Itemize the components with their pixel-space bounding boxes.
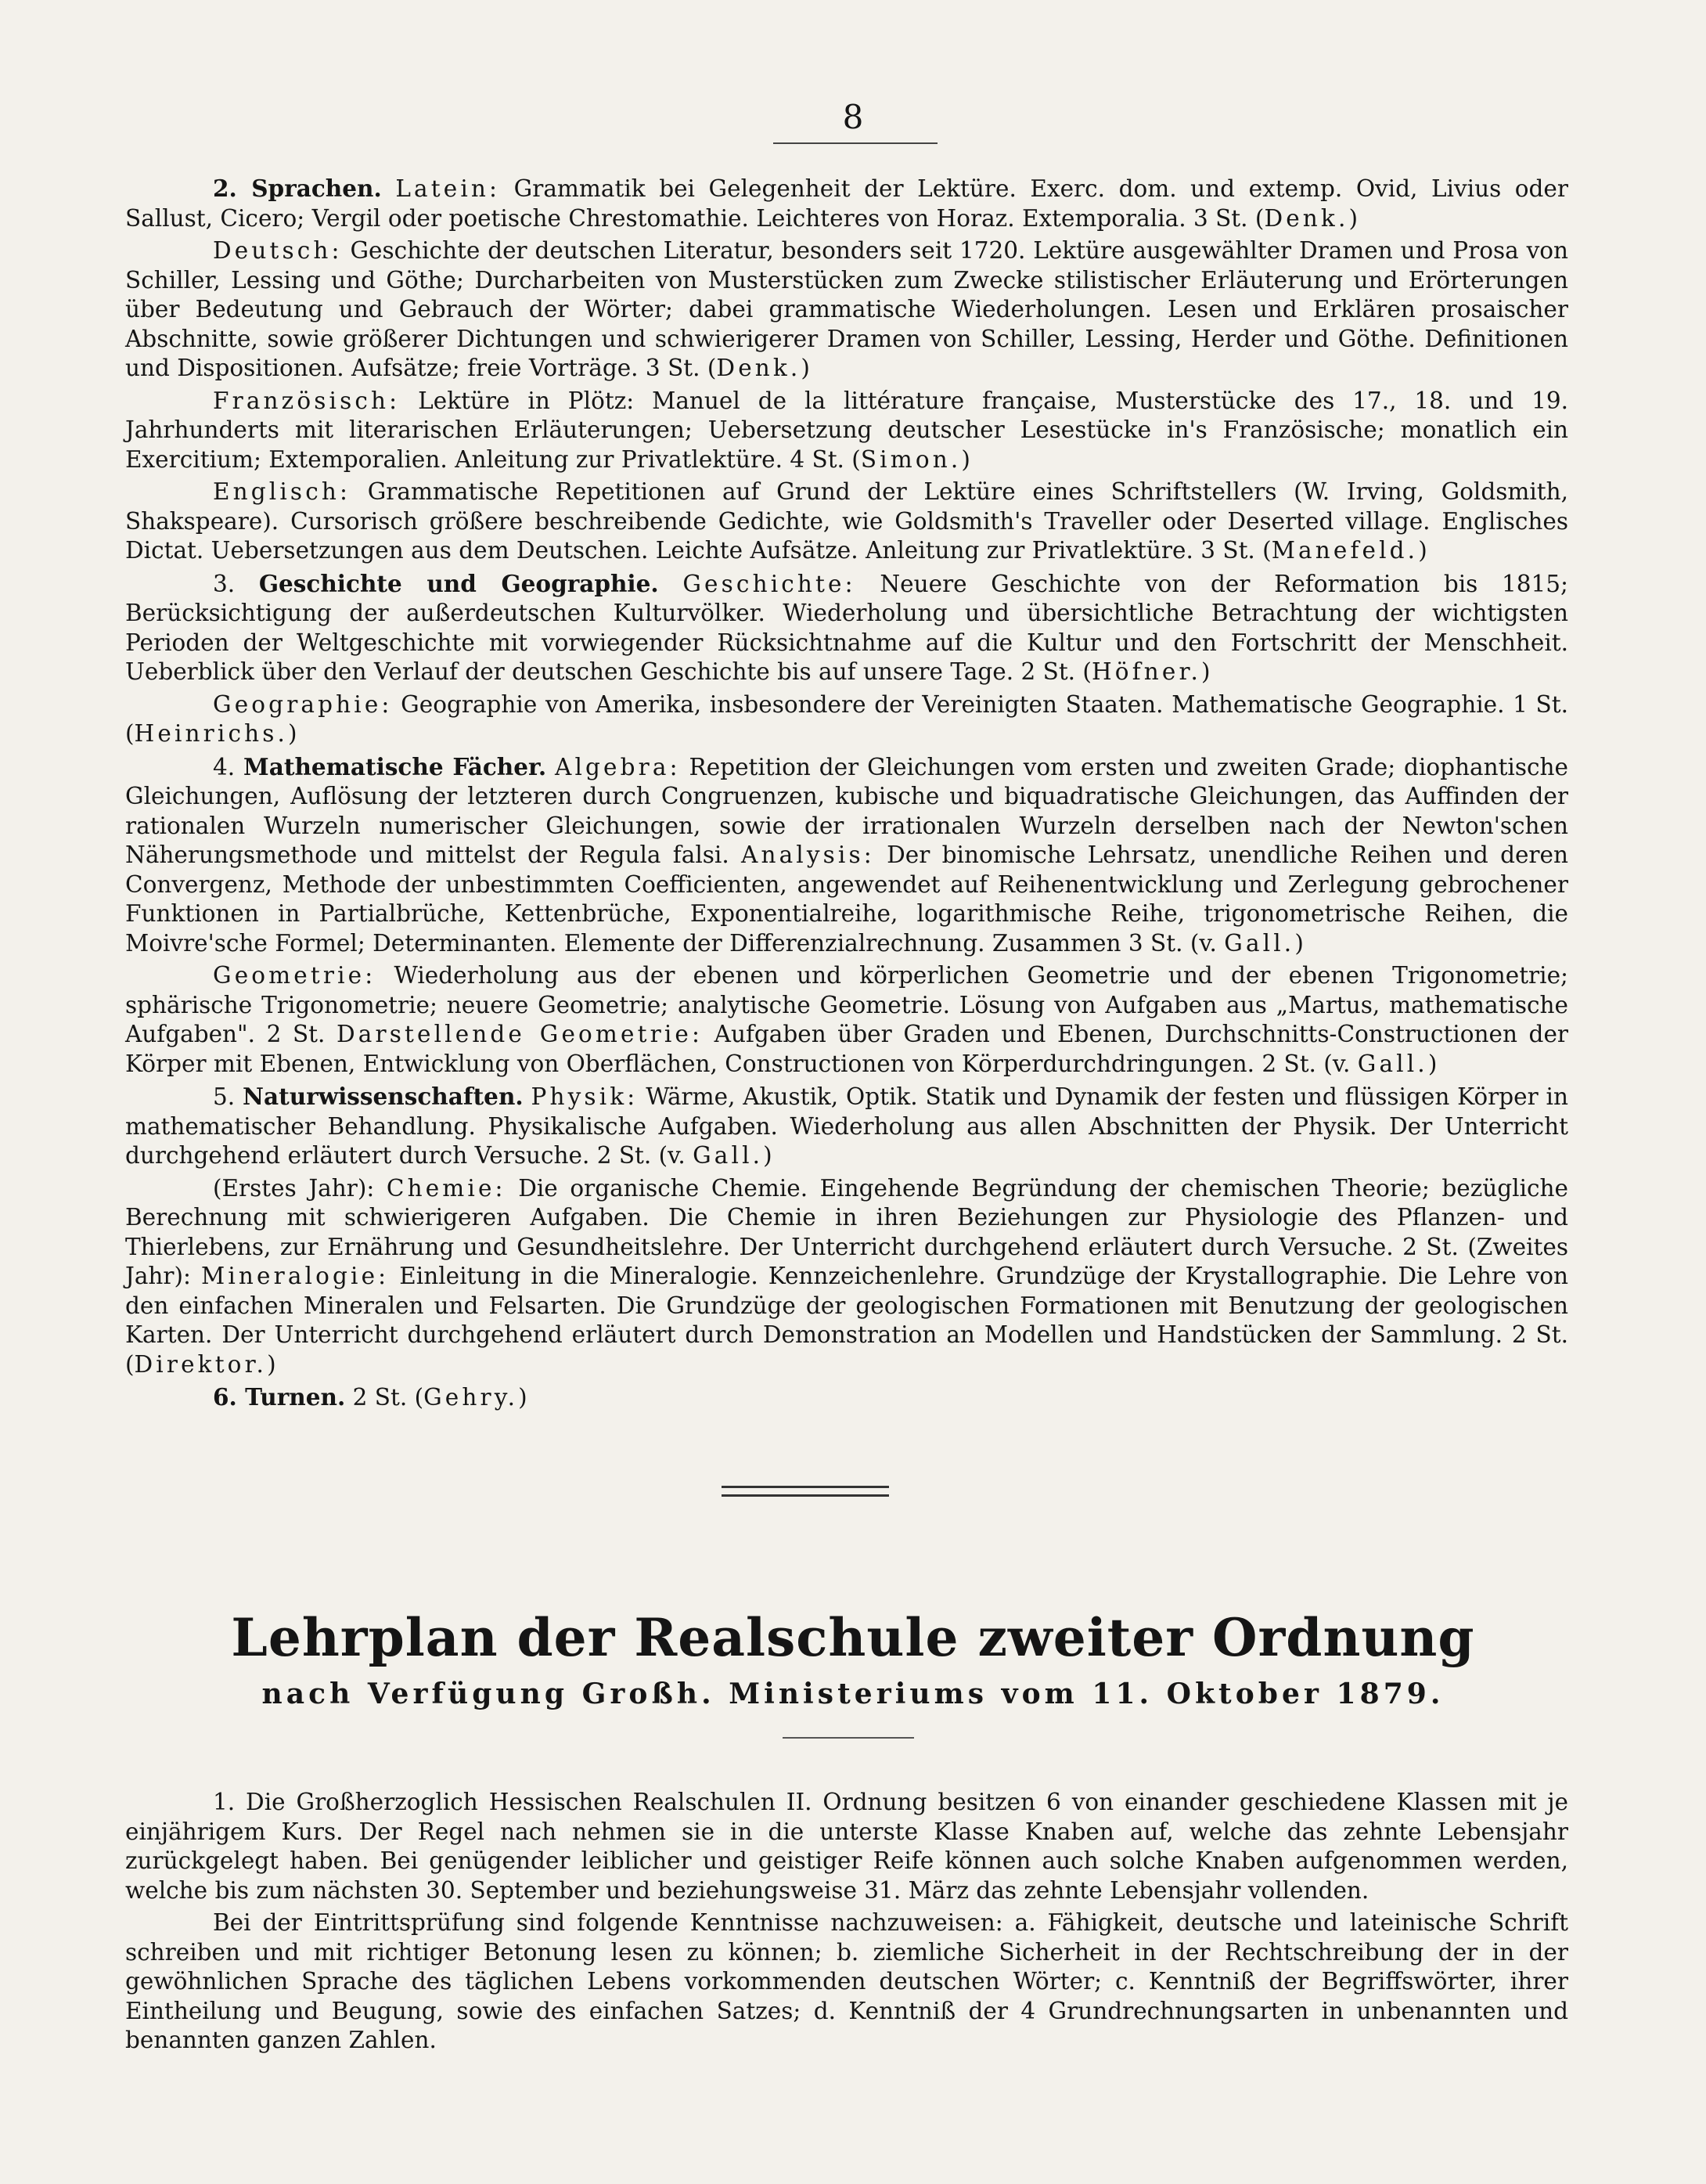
spaced-label: Höfner. — [1091, 658, 1201, 685]
curriculum-paragraph — [125, 478, 1568, 566]
spaced-label: Gehry. — [423, 1384, 519, 1411]
curriculum-paragraph — [125, 569, 1568, 687]
spaced-label: Heinrichs. — [134, 720, 289, 747]
paragraph-text: ) — [763, 1142, 772, 1169]
paragraph-text: Der binomische Lehrsatz, unendliche Reihen und deren Convergenz, Methode der unbestimmten Coefficienten, angewendet auf Reihenentwicklung und Zerlegung gebrochener Funktionen in Partialbrüche, Kettenbrüche, Exponentialreihe, logarithmische Reihe, trigonometrische Reihen, die Moivre'sche Formel; Determinanten. Elemente der Differenzialrechnung. Zusammen 3 St. (v. — [125, 842, 1568, 957]
spaced-label: Gall. — [1224, 929, 1295, 957]
spaced-label: Englisch: — [213, 478, 351, 505]
paragraph-text: ) — [1427, 1050, 1438, 1077]
plan-subtitle: nach Verfügung Großh. Ministeriums vom 11. Oktober 1879. — [261, 1678, 1445, 1710]
paragraph-text — [659, 571, 683, 597]
spaced-label: Geographie: — [213, 690, 393, 718]
curriculum-paragraph — [125, 1082, 1568, 1171]
paragraph-text — [546, 754, 555, 780]
spaced-label: Analysis: — [741, 842, 875, 868]
paragraph-text — [382, 175, 396, 202]
curriculum-paragraph — [125, 387, 1568, 475]
paragraph-text: ) — [518, 1384, 527, 1411]
paragraph-text: Bei der Eintrittsprüfung sind folgende Kenntnisse nachzuweisen: a. Fähigkeit, deutsche und lateinische Schrift schreiben und mit richtiger Betonung lesen zu können; b. ziemliche Sicherheit in der Rechtschreibung der in der gewöhnlichen Sprache des täglichen Lebens vorkommenden deutschen Wörter; c. Kenntniß der Begriffswörter, ihrer Eintheilung und Beugung, sowie des einfachen Satzes; d. Kenntniß der 4 Grundrechnungsarten in unbenannten und benannten ganzen Zahlen. — [125, 1909, 1568, 2053]
spaced-label: Physik: — [531, 1083, 639, 1110]
spaced-label: Gall. — [693, 1142, 764, 1169]
spaced-label: Direktor. — [134, 1350, 268, 1378]
spaced-label: Manefeld. — [1271, 537, 1419, 564]
paragraph-text: Wärme, Akustik, Optik. Statik und Dynamik der festen und flüssigen Körper in mathematischer Behandlung. Physikalische Aufgaben. Wiederholung aus allen Abschnitten der Physik. Der Unterricht durchgehend erläutert durch Versuche. 2 St. (v. — [125, 1083, 1568, 1169]
paragraph-text: Die organische Chemie. Eingehende Begründung der chemischen Theorie; bezügliche Berechnung mit schwierigeren Aufgaben. Die Chemie in ihren Beziehungen zur Physiologie des Pflanzen- und Thierlebens, zur Ernährung und Gesundheitslehre. Der Unterricht durchgehend erläutert durch Versuche. 2 St. (Zweites Jahr): — [125, 1174, 1568, 1289]
paragraph-text: Aufgaben über Graden und Ebenen, Durchschnitts-Constructionen der Körper mit Ebenen, Entwicklung von Oberflächen, Constructionen von Körperdurchdringungen. 2 St. (v. — [125, 1021, 1569, 1077]
curriculum-paragraph — [125, 961, 1568, 1079]
paragraph-text: Geschichte der deutschen Literatur, besonders seit 1720. Lektüre ausgewählter Dramen und Prosa von Schiller, Lessing und Göthe; Durcharbeiten von Musterstücken zum Zwecke stilistischer Erläuterung und Erörterungen über Bedeutung und Gebrauch der Wörter; dabei grammatische Wiederholungen. Lesen und Erklären prosaischer Abschnitte, sowie größerer Dichtungen und schwierigerer Dramen von Schiller, Lessing, Herder und Göthe. Definitionen und Dispositionen. Aufsätze; freie Vorträge. 3 St. ( — [125, 237, 1568, 381]
paragraph-text: ) — [1418, 537, 1427, 564]
paragraph-text: Neuere Geschichte von der Reformation bis 1815; Berücksichtigung der außerdeutschen Kulturvölker. Wiederholung und übersichtliche Betrachtung der wichtigsten Perioden der Weltgeschichte mit vorwiegender Rücksichtnahme auf die Kultur und den Fortschritt der Menschheit. Ueberblick über den Verlauf der deutschen Geschichte bis auf unsere Tage. 2 St. ( — [125, 570, 1568, 685]
section-heading: Mathematische Fächer. — [243, 752, 547, 780]
paragraph-text: ) — [961, 445, 970, 473]
spaced-label: Algebra: — [555, 753, 681, 780]
paragraph-text: Wiederholung aus der ebenen und körperlichen Geometrie und der ebenen Trigonometrie; sphärische Trigonometrie; neuere Geometrie; analytische Geometrie. Lösung von Aufgaben aus „Martus, mathematische Aufgaben". 2 St. — [125, 962, 1568, 1047]
spaced-label: Geometrie: — [213, 962, 376, 989]
section-heading: Naturwissenschaften. — [243, 1083, 524, 1110]
curriculum-paragraph — [125, 1382, 1568, 1413]
plan-title: Lehrplan der Realschule zweiter Ordnung — [231, 1607, 1475, 1668]
curriculum-paragraph — [125, 1174, 1568, 1380]
spaced-label: Deutsch: — [213, 237, 343, 264]
curriculum-body — [125, 174, 1568, 1413]
spaced-label: Gall. — [1357, 1050, 1428, 1077]
curriculum-paragraph — [125, 236, 1568, 384]
spaced-label: Darstellende Geometrie: — [337, 1021, 704, 1047]
spaced-label: Denk. — [716, 355, 801, 381]
paragraph-text: Lektüre in Plötz: Manuel de la littérature française, Musterstücke des 17., 18. und 19. Jahrhunderts mit literarischen Erläuterungen; Uebersetzung deutscher Lesestücke in's Französische; monatlich ein Exercitium; Extemporalien. Anleitung zur Privatlektüre. 4 St. ( — [125, 387, 1568, 473]
paragraph-text: 1. Die Großherzoglich Hessischen Realschulen II. Ordnung besitzen 6 von einander geschiedene Klassen mit je einjährigem Kurs. Der Regel nach nehmen sie in die unterste Klasse Knaben auf, welche das zehnte Lebensjahr zurückgelegt haben. Bei genügender leiblicher und geistiger Reife können auch solche Knaben aufgenommen werden, welche bis zum nächsten 30. September und beziehungsweise 31. März das zehnte Lebensjahr vollenden. — [125, 1789, 1568, 1904]
spaced-label: Geschichte: — [682, 570, 856, 597]
paragraph-text: 5. — [213, 1083, 243, 1110]
curriculum-paragraph — [125, 690, 1568, 749]
paragraph-text: ) — [1294, 929, 1304, 957]
spaced-label: Denk. — [1264, 204, 1349, 232]
section-heading: Geschichte und Geographie. — [258, 569, 659, 597]
plan-paragraph — [125, 1908, 1568, 2056]
section-heading: 2. Sprachen. — [213, 175, 382, 202]
plan-body — [125, 1788, 1568, 2056]
paragraph-text: (Erstes Jahr): — [213, 1174, 387, 1202]
spaced-label: Französisch: — [213, 387, 401, 414]
paragraph-text — [524, 1083, 531, 1110]
paragraph-text: ) — [801, 355, 810, 381]
spaced-label: Chemie: — [386, 1174, 506, 1202]
paragraph-text: Geographie von Amerika, insbesondere der Vereinigten Staaten. Mathematische Geographie. 1 St. ( — [125, 690, 1568, 747]
paragraph-text: ) — [1348, 204, 1358, 232]
paragraph-text: Einleitung in die Mineralogie. Kennzeichenlehre. Grundzüge der Krystallographie. Die Lehre von den einfachen Mineralen und Felsarten. Die Grundzüge der geologischen Formationen mit Benutzung der geologischen Karten. Der Unterricht durchgehend erläutert durch Demonstration an Modellen und Handstücken der Sammlung. 2 St. ( — [125, 1263, 1568, 1378]
paragraph-text: 3. — [213, 570, 259, 597]
paragraph-text: 2 St. ( — [345, 1384, 424, 1411]
spaced-label: Simon. — [860, 445, 962, 473]
subtitle-rule — [783, 1737, 914, 1739]
paragraph-text: 4. — [213, 753, 244, 780]
section-divider — [722, 1486, 889, 1497]
paragraph-text: ) — [1200, 658, 1211, 685]
paragraph-text: ) — [267, 1350, 276, 1378]
paragraph-text: Grammatik bei Gelegenheit der Lektüre. Exerc. dom. und extemp. Ovid, Livius oder Sallust, Cicero; Vergil oder poetische Chrestomathie. Leichteres von Horaz. Extemporalia. 3 St. ( — [125, 175, 1568, 232]
spaced-label: Latein: — [395, 175, 501, 202]
section-heading: 6. Turnen. — [213, 1383, 346, 1411]
paragraph-text: ) — [288, 720, 297, 747]
paragraph-text: Repetition der Gleichungen vom ersten und zweiten Grade; diophantische Gleichungen, Auflösung der letzteren durch Congruenzen, kubische und biquadratische Gleichungen, das Auffinden der rationalen Wurzeln numerischer Gleichungen, sowie der irrationalen Wurzeln derselben nach der Newton'schen Näherungsmethode und mittelst der Regula falsi. — [125, 753, 1568, 868]
paragraph-text: Grammatische Repetitionen auf Grund der Lektüre eines Schriftstellers (W. Irving, Goldsmith, Shakspeare). Cursorisch größere beschreibende Gedichte, wie Goldsmith's Traveller oder Deserted village. Englisches Dictat. Uebersetzungen aus dem Deutschen. Leichte Aufsätze. Anleitung zur Privatlektüre. 3 St. ( — [125, 478, 1568, 564]
page-number-rule — [773, 142, 938, 144]
spaced-label: Mineralogie: — [200, 1263, 390, 1289]
plan-paragraph — [125, 1788, 1568, 1905]
curriculum-paragraph — [125, 752, 1568, 959]
curriculum-paragraph — [125, 174, 1568, 233]
page-number: 8 — [842, 98, 864, 136]
